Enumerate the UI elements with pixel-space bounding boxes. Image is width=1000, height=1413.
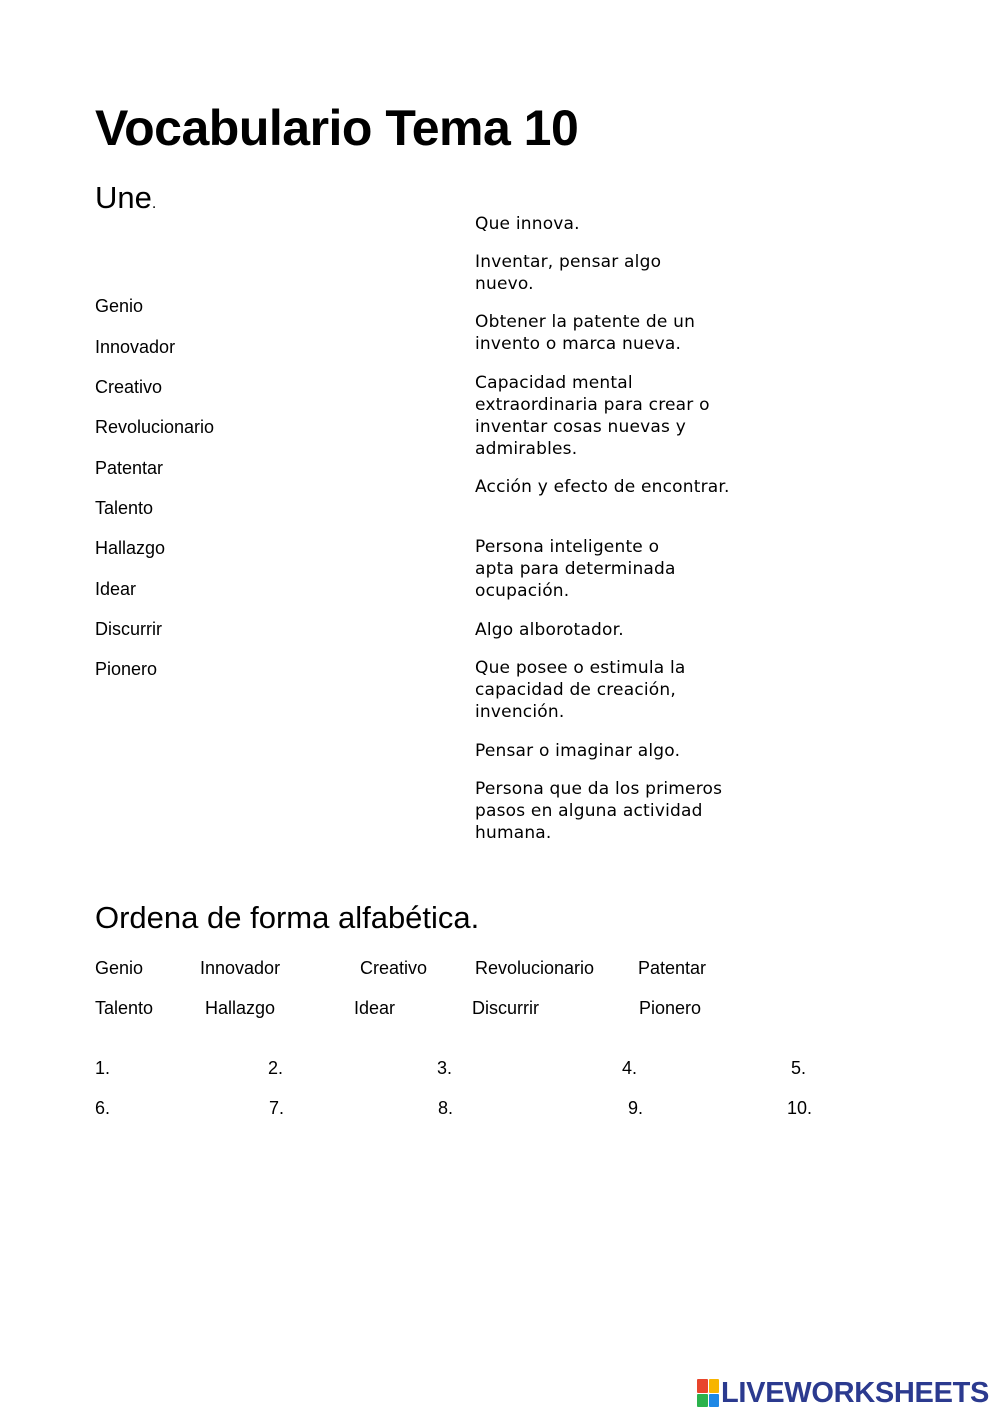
order-heading: Ordena de forma alfabética. [95,900,480,935]
answer-number: 1. [95,1058,111,1078]
match-heading-text: Une [95,180,152,215]
definition-item: Acción y efecto de encontrar. [475,477,730,497]
answer-number: 4. [622,1058,638,1078]
definition-item: Obtener la patente de un invento o marca nueva. [475,312,696,354]
logo-block [697,1394,708,1408]
definition-item: Que posee o estimula la capacidad de creación, invención. [475,658,686,722]
word-item: Creativo [95,377,163,397]
order-word: Innovador [200,958,281,978]
logo-block [697,1379,708,1393]
answer-number: 8. [438,1098,454,1118]
liveworksheets-logo [697,1376,989,1410]
order-word: Revolucionario [475,958,595,978]
answer-number: 9. [628,1098,644,1118]
answer-number: 7. [269,1098,285,1118]
order-word: Hallazgo [205,998,276,1018]
answer-number: 2. [268,1058,284,1078]
logo-text: LIVEWORKSHEETS [721,1377,990,1409]
answer-number: 10. [787,1098,813,1118]
definition-item: Inventar, pensar algo nuevo. [475,252,662,294]
word-item: Innovador [95,337,176,357]
answer-number: 5. [791,1058,807,1078]
word-item: Hallazgo [95,538,166,558]
word-item: Patentar [95,458,164,478]
order-word: Discurrir [472,998,539,1018]
order-word: Genio [95,958,144,978]
logo-block [709,1379,720,1393]
page-title: Vocabulario Tema 10 [95,100,579,156]
word-item: Talento [95,498,154,518]
order-word: Idear [354,998,396,1018]
definition-item: Que innova. [475,214,580,234]
order-word: Patentar [638,958,707,978]
definition-item: Capacidad mental extraordinaria para crear o inventar cosas nuevas y admirables. [475,373,710,459]
word-item: Pionero [95,659,158,679]
logo-blocks-icon [697,1379,719,1407]
answer-number: 6. [95,1098,111,1118]
word-item: Revolucionario [95,417,215,437]
order-word: Creativo [360,958,428,978]
match-heading-dot: . [151,195,157,212]
definition-item: Persona inteligente o apta para determinada ocupación. [475,537,676,601]
match-heading [95,180,156,222]
answer-number: 3. [437,1058,453,1078]
definition-item: Persona que da los primeros pasos en alguna actividad humana. [475,779,723,843]
definition-item: Algo alborotador. [475,620,624,640]
logo-block [709,1394,720,1408]
definition-item: Pensar o imaginar algo. [475,741,681,761]
word-item: Idear [95,579,137,599]
order-word: Talento [95,998,154,1018]
word-item: Genio [95,296,144,316]
word-item: Discurrir [95,619,162,639]
order-word: Pionero [639,998,702,1018]
